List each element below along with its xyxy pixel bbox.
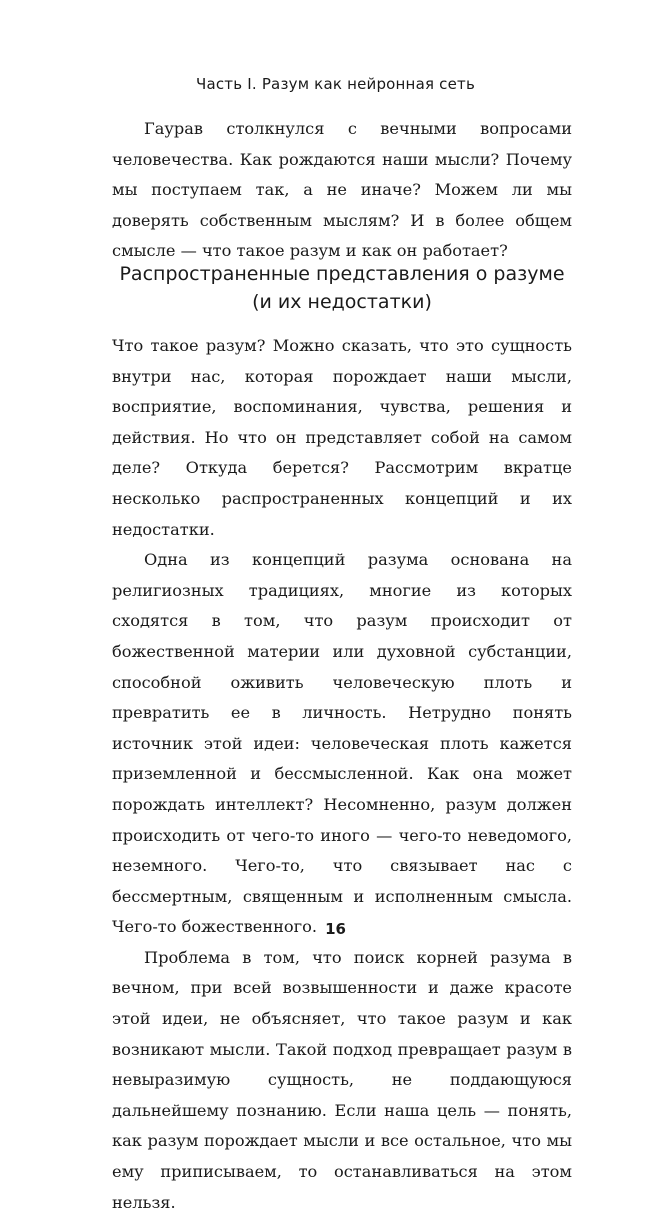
section-heading xyxy=(100,260,584,316)
section-heading-line-2: (и их недостатки) xyxy=(252,291,432,313)
intro-block xyxy=(112,114,572,267)
paragraph-2: Одна из концепций разума основана на религиозных традициях, многие из которых сходятся в том, что разум происходит от божественной материи или духовной субстанции, способной оживить человеческую плоть и превратить ее в личность. Нетрудно понять источник этой идеи: человеческая плоть кажется приземленной и бессмысленной. Как она может порождать интеллект? Несомненно, разум должен происходить от чего-то иного — чего-то неведомого, неземного. Чего-то, что связывает нас с бессмертным, священным и исполненным смысла. Чего-то божественного. xyxy=(112,550,572,937)
paragraph-3: Проблема в том, что поиск корней разума в вечном, при всей возвышенности и даже красоте этой идеи, не объясняет, что такое разум и как возникают мысли. Такой подход превращает разум в невыразимую сущность, не поддающуюся дальнейшему познанию. Если наша цель — понять, как разум порождает мысли и все остальное, что мы ему приписываем, то останавливаться на этом нельзя. xyxy=(112,947,572,1212)
paragraph-1: Что такое разум? Можно сказать, что это сущность внутри нас, которая порождает наши мысли, восприятие, воспоминания, чувства, решения и действия. Но что он представляет собой на самом деле? Откуда берется? Рассмотрим вкратце несколько распространенных концепций и их недостатки. xyxy=(112,336,572,539)
page-number: 16 xyxy=(325,920,346,938)
running-head: Часть I. Разум как нейронная сеть xyxy=(195,75,476,93)
section-heading-line-1: Распространенные представления о разуме xyxy=(119,263,565,285)
intro-paragraph: Гаурав столкнулся с вечными вопросами человечества. Как рождаются наши мысли? Почему мы поступаем так, а не иначе? Можем ли мы доверять собственным мыслям? И в более общем смысле — что такое разум и как он работает? xyxy=(112,119,572,261)
body-text xyxy=(112,331,572,1218)
